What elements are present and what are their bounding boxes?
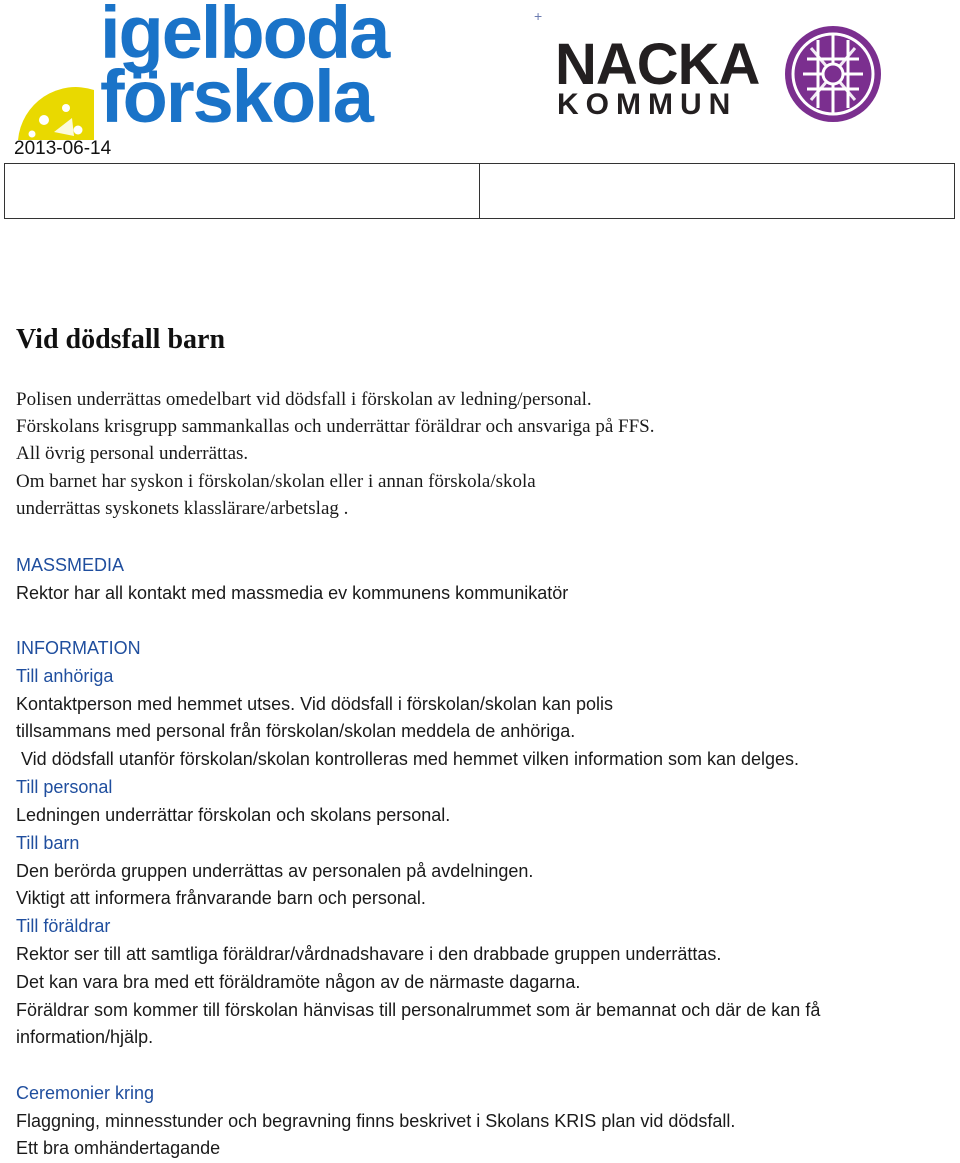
information-heading: INFORMATION — [16, 638, 141, 658]
barn-line-2: Viktigt att informera frånvarande barn och personal. — [16, 888, 426, 908]
igelboda-logo-line1: igelboda — [100, 0, 389, 74]
intro-line-1: Polisen underrättas omedelbart vid dödsfall i förskolan av ledning/personal. — [16, 389, 592, 410]
barn-line-1: Den berörda gruppen underrättas av personalen på avdelningen. — [16, 861, 534, 881]
personal-line-1: Ledningen underrättar förskolan och skolans personal. — [16, 805, 451, 825]
till-anhoriga-heading: Till anhöriga — [16, 666, 114, 686]
till-barn-heading: Till barn — [16, 833, 80, 853]
igelboda-logo-line2: förskola — [100, 55, 372, 138]
foraldrar-line-4: information/hjälp. — [16, 1027, 154, 1047]
anhoriga-line-1: Kontaktperson med hemmet utses. Vid dödsfall i förskolan/skolan kan polis — [16, 694, 613, 714]
foraldrar-line-1: Rektor ser till att samtliga föräldrar/vårdnadshavare i den drabbade gruppen underrättas. — [16, 944, 722, 964]
massmedia-heading: MASSMEDIA — [16, 555, 125, 575]
anhoriga-line-3: Vid dödsfall utanför förskolan/skolan kontrolleras med hemmet vilken information som kan delges. — [16, 749, 800, 769]
intro-line-2: Förskolans krisgrupp sammankallas och underrättar föräldrar och ansvariga på FFS. — [16, 416, 655, 437]
foraldrar-line-2: Det kan vara bra med ett föräldramöte någon av de närmaste dagarna. — [16, 972, 581, 992]
nacka-emblem-icon — [783, 24, 883, 124]
nacka-logo-line1: NACKA — [555, 32, 760, 97]
ceremonier-text: Flaggning, minnesstunder och begravning finns beskrivet i Skolans KRIS plan vid dödsfall. — [16, 1111, 736, 1131]
ceremonier-heading: Ceremonier kring — [16, 1083, 155, 1103]
omhandertagande-heading: Ett bra omhändertagande — [16, 1138, 221, 1158]
header-table-cell-right — [479, 164, 954, 218]
intro-line-3: All övrig personal underrättas. — [16, 443, 249, 464]
massmedia-text: Rektor har all kontakt med massmedia ev kommunens kommunikatör — [16, 583, 569, 603]
anhoriga-line-2: tillsammans med personal från förskolan/skolan meddela de anhöriga. — [16, 721, 576, 741]
till-personal-heading: Till personal — [16, 777, 113, 797]
nacka-kommun-logo — [555, 22, 890, 127]
document-title: Vid dödsfall barn — [16, 324, 226, 355]
nacka-logo-line2: KOMMUN — [557, 88, 738, 121]
till-foraldrar-heading: Till föräldrar — [16, 916, 111, 936]
intro-line-5: underrättas syskonets klasslärare/arbetslag . — [16, 498, 349, 519]
intro-line-4: Om barnet har syskon i förskolan/skolan eller i annan förskola/skola — [16, 471, 536, 492]
igelboda-emblem-icon — [14, 52, 104, 140]
header-table-cell-left — [5, 164, 479, 218]
header-table — [4, 163, 955, 219]
document-header — [0, 0, 960, 160]
document-date: 2013-06-14 — [14, 138, 112, 159]
plus-mark-icon: + — [534, 8, 543, 24]
igelboda-forskola-logo — [14, 0, 434, 138]
foraldrar-line-3: Föräldrar som kommer till förskolan hänvisas till personalrummet som är bemannat och där de kan få — [16, 1000, 821, 1020]
